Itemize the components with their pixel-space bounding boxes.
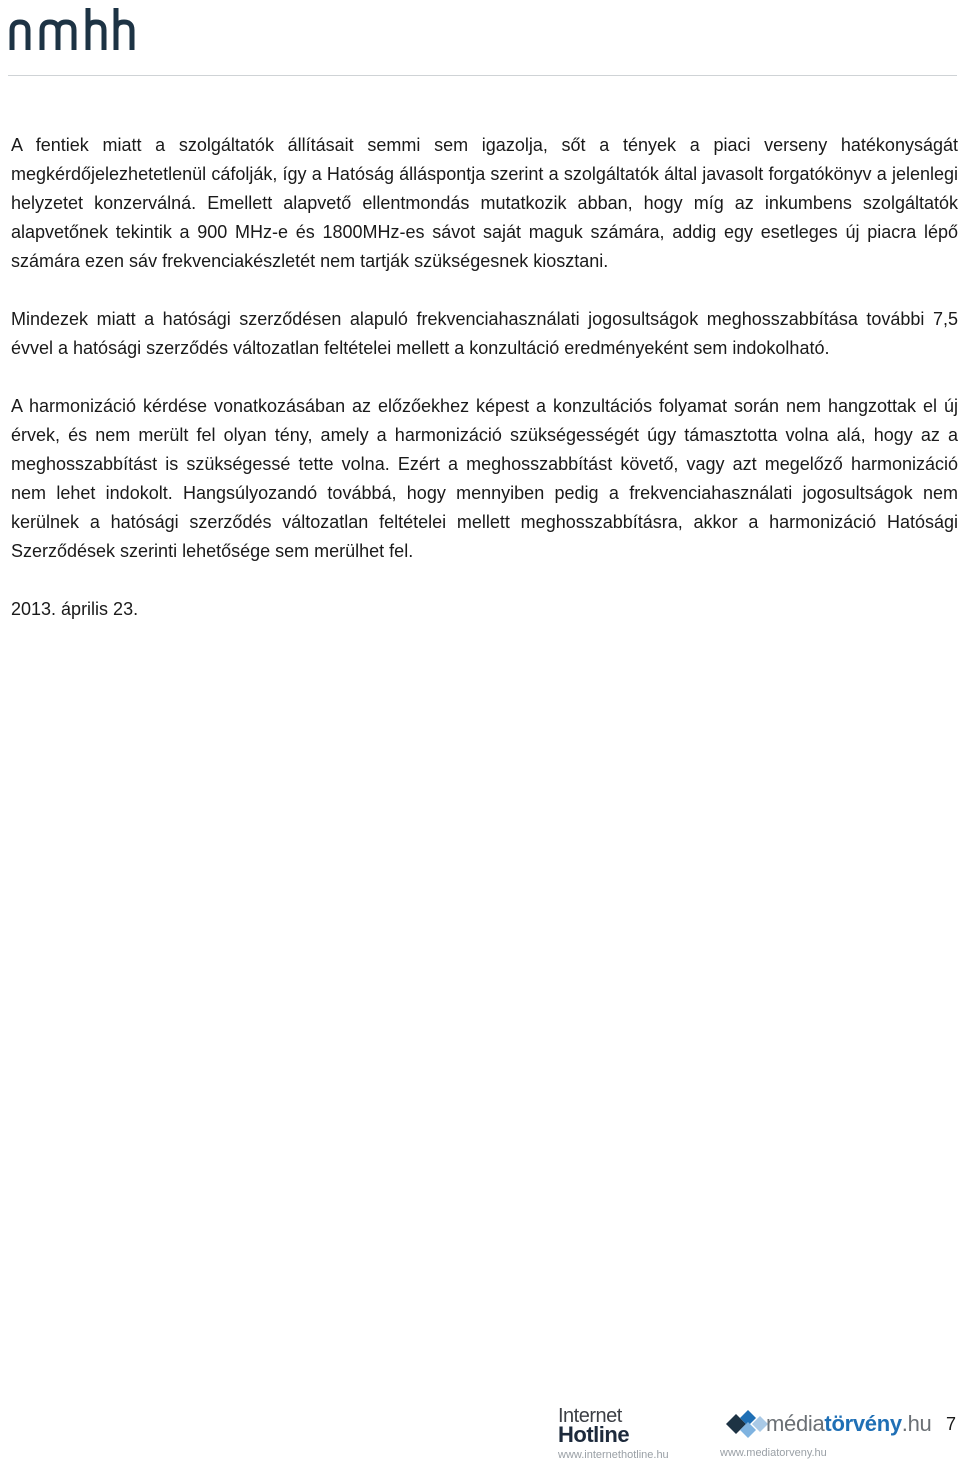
mediatorveny-word2: törvény <box>824 1411 902 1436</box>
paragraph-1: A fentiek miatt a szolgáltatók állításait semmi sem igazolja, sőt a tények a piaci verseny hatékonyságát megkérdőjelezhetetlenül cáfolják, így a Hatóság álláspontja szerint a szolgáltatók által javasolt forgatókönyv a jelenlegi helyzetet konzerválná. Emellett alapvető ellentmondás mutatkozik abban, hogy míg az inkumbens szolgáltatók alapvetőnek tekintik a 900 MHz-e és 1800MHz-es sávot saját maguk számára, addig egy esetleges új piacra lépő számára ezen sáv frekvenciakészletét nem tartják szükségesnek kiosztani. <box>11 135 958 271</box>
internet-hotline-line2: Hotline <box>558 1422 630 1447</box>
document-body <box>11 131 958 624</box>
mediatorveny-word3: .hu <box>901 1411 932 1436</box>
mediatorveny-wordmark <box>766 1411 931 1437</box>
mediatorveny-logo <box>716 1407 932 1463</box>
page-footer <box>0 1395 960 1464</box>
paragraph-2: Mindezek miatt a hatósági szerződésen alapuló frekvenciahasználati jogosultságok meghosszabbítása további 7,5 évvel a hatósági szerződés változatlan feltételei mellett a konzultáció eredményeként sem indokolható. <box>11 309 958 358</box>
paragraph-3: A harmonizáció kérdése vonatkozásában az előzőekhez képest a konzultációs folyamat során nem hangzottak el új érvek, és nem merült fel olyan tény, amely a harmonizáció szükségességét úgy támasztotta volna alá, hogy az a meghosszabbítást is szükségessé tette volna. Ezért a meghosszabbítást követő, vagy azt megelőző harmonizáció nem lehet indokolt. Hangsúlyozandó továbbá, hogy mennyiben pedig a frekvenciahasználati jogosultságok nem kerülnek a hatósági szerződés változatlan feltételei mellett meghosszabbításra, akkor a harmonizáció Hatósági Szerződések szerinti lehetősége sem merülhet fel. <box>11 396 958 561</box>
nmhh-logo-icon <box>8 2 138 54</box>
mediatorveny-word1: média <box>766 1411 825 1436</box>
page-header <box>0 0 960 80</box>
internet-hotline-url: www.internethotline.hu <box>558 1449 669 1461</box>
document-date: 2013. április 23. <box>11 599 139 619</box>
header-divider <box>8 75 957 76</box>
page-number: 7 <box>945 1414 956 1434</box>
mediatorveny-url: www.mediatorveny.hu <box>720 1447 827 1459</box>
mediatorveny-diamonds-icon <box>716 1407 768 1441</box>
internet-hotline-logo <box>556 1405 696 1463</box>
internet-hotline-line1: Internet <box>558 1405 622 1427</box>
